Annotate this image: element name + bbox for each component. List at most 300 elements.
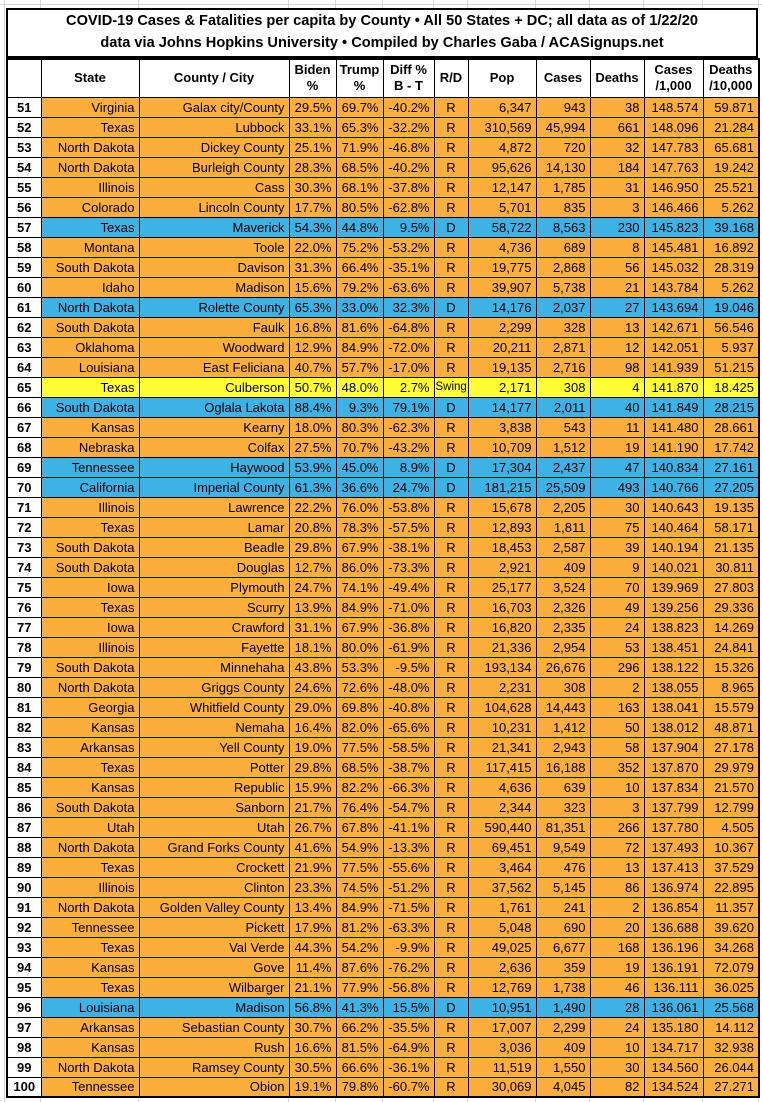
row-number-cell[interactable]: 84 — [7, 757, 41, 777]
cell-state[interactable]: Texas — [41, 217, 139, 237]
cell-pop[interactable]: 16,703 — [468, 597, 536, 617]
cell-trump_pct[interactable]: 33.0% — [336, 297, 383, 317]
cell-cases[interactable]: 4,045 — [536, 1077, 590, 1097]
cell-cases[interactable]: 45,994 — [536, 117, 590, 137]
cell-diff_pct[interactable]: -35.1% — [383, 257, 434, 277]
cell-trump_pct[interactable]: 81.6% — [336, 317, 383, 337]
cell-state[interactable]: South Dakota — [41, 317, 139, 337]
cell-deaths_per_10k[interactable]: 15.326 — [703, 657, 759, 677]
cell-state[interactable]: Utah — [41, 817, 139, 837]
cell-pop[interactable]: 10,709 — [468, 437, 536, 457]
cell-rd[interactable]: R — [434, 937, 468, 957]
cell-deaths[interactable]: 661 — [590, 117, 644, 137]
cell-diff_pct[interactable]: -54.7% — [383, 797, 434, 817]
cell-state[interactable]: Iowa — [41, 617, 139, 637]
cell-rd[interactable]: R — [434, 857, 468, 877]
cell-cases[interactable]: 14,130 — [536, 157, 590, 177]
cell-rd[interactable]: R — [434, 1077, 468, 1097]
cell-state[interactable]: South Dakota — [41, 657, 139, 677]
cell-cases[interactable]: 690 — [536, 917, 590, 937]
cell-deaths[interactable]: 4 — [590, 377, 644, 397]
cell-rd[interactable]: R — [434, 917, 468, 937]
cell-state[interactable]: Tennessee — [41, 1077, 139, 1097]
cell-cases[interactable]: 359 — [536, 957, 590, 977]
cell-deaths_per_10k[interactable]: 72.079 — [703, 957, 759, 977]
cell-cases_per_1k[interactable]: 146.950 — [644, 177, 703, 197]
cell-deaths[interactable]: 13 — [590, 857, 644, 877]
row-number-cell[interactable]: 93 — [7, 937, 41, 957]
cell-cases_per_1k[interactable]: 140.464 — [644, 517, 703, 537]
cell-biden_pct[interactable]: 17.9% — [289, 917, 336, 937]
cell-cases[interactable]: 543 — [536, 417, 590, 437]
cell-cases_per_1k[interactable]: 140.766 — [644, 477, 703, 497]
cell-deaths[interactable]: 50 — [590, 717, 644, 737]
cell-trump_pct[interactable]: 45.0% — [336, 457, 383, 477]
column-header-cases[interactable]: Cases — [536, 59, 590, 97]
cell-state[interactable]: Tennessee — [41, 457, 139, 477]
cell-biden_pct[interactable]: 13.9% — [289, 597, 336, 617]
cell-cases_per_1k[interactable]: 141.849 — [644, 397, 703, 417]
cell-trump_pct[interactable]: 80.0% — [336, 637, 383, 657]
cell-biden_pct[interactable]: 24.6% — [289, 677, 336, 697]
cell-trump_pct[interactable]: 48.0% — [336, 377, 383, 397]
cell-cases_per_1k[interactable]: 137.413 — [644, 857, 703, 877]
cell-deaths[interactable]: 493 — [590, 477, 644, 497]
cell-county[interactable]: Obion — [139, 1077, 289, 1097]
cell-cases[interactable]: 1,811 — [536, 517, 590, 537]
cell-deaths[interactable]: 3 — [590, 197, 644, 217]
cell-state[interactable]: Oklahoma — [41, 337, 139, 357]
cell-biden_pct[interactable]: 41.6% — [289, 837, 336, 857]
cell-trump_pct[interactable]: 67.8% — [336, 817, 383, 837]
cell-deaths[interactable]: 58 — [590, 737, 644, 757]
cell-biden_pct[interactable]: 22.0% — [289, 237, 336, 257]
cell-cases_per_1k[interactable]: 143.694 — [644, 297, 703, 317]
cell-deaths_per_10k[interactable]: 5.262 — [703, 197, 759, 217]
cell-state[interactable]: Texas — [41, 977, 139, 997]
cell-rd[interactable]: R — [434, 677, 468, 697]
cell-state[interactable]: North Dakota — [41, 677, 139, 697]
cell-pop[interactable]: 14,176 — [468, 297, 536, 317]
cell-county[interactable]: Pickett — [139, 917, 289, 937]
cell-state[interactable]: Tennessee — [41, 917, 139, 937]
cell-trump_pct[interactable]: 82.2% — [336, 777, 383, 797]
cell-biden_pct[interactable]: 12.9% — [289, 337, 336, 357]
row-number-cell[interactable]: 97 — [7, 1017, 41, 1037]
cell-cases[interactable]: 25,509 — [536, 477, 590, 497]
cell-deaths[interactable]: 184 — [590, 157, 644, 177]
cell-biden_pct[interactable]: 21.9% — [289, 857, 336, 877]
cell-cases_per_1k[interactable]: 141.480 — [644, 417, 703, 437]
cell-cases[interactable]: 308 — [536, 677, 590, 697]
cell-trump_pct[interactable]: 86.0% — [336, 557, 383, 577]
row-number-cell[interactable]: 57 — [7, 217, 41, 237]
cell-deaths_per_10k[interactable]: 21.284 — [703, 117, 759, 137]
cell-cases_per_1k[interactable]: 142.051 — [644, 337, 703, 357]
cell-biden_pct[interactable]: 33.1% — [289, 117, 336, 137]
cell-diff_pct[interactable]: 79.1% — [383, 397, 434, 417]
cell-cases[interactable]: 5,738 — [536, 277, 590, 297]
cell-pop[interactable]: 4,636 — [468, 777, 536, 797]
cell-rd[interactable]: R — [434, 97, 468, 117]
cell-state[interactable]: North Dakota — [41, 157, 139, 177]
column-header-deaths_per_10k[interactable]: Deaths /10,000 — [703, 59, 759, 97]
cell-trump_pct[interactable]: 76.4% — [336, 797, 383, 817]
cell-trump_pct[interactable]: 72.6% — [336, 677, 383, 697]
cell-county[interactable]: Imperial County — [139, 477, 289, 497]
cell-cases_per_1k[interactable]: 146.466 — [644, 197, 703, 217]
cell-trump_pct[interactable]: 77.5% — [336, 857, 383, 877]
cell-trump_pct[interactable]: 80.3% — [336, 417, 383, 437]
cell-biden_pct[interactable]: 19.0% — [289, 737, 336, 757]
cell-deaths[interactable]: 20 — [590, 917, 644, 937]
cell-county[interactable]: Clinton — [139, 877, 289, 897]
cell-rd[interactable]: R — [434, 197, 468, 217]
cell-pop[interactable]: 19,775 — [468, 257, 536, 277]
cell-county[interactable]: Rush — [139, 1037, 289, 1057]
cell-deaths[interactable]: 266 — [590, 817, 644, 837]
cell-cases_per_1k[interactable]: 134.717 — [644, 1037, 703, 1057]
row-number-cell[interactable]: 62 — [7, 317, 41, 337]
cell-rd[interactable]: R — [434, 437, 468, 457]
cell-state[interactable]: North Dakota — [41, 837, 139, 857]
cell-deaths[interactable]: 47 — [590, 457, 644, 477]
cell-state[interactable]: Illinois — [41, 637, 139, 657]
cell-pop[interactable]: 2,299 — [468, 317, 536, 337]
cell-state[interactable]: Texas — [41, 117, 139, 137]
cell-trump_pct[interactable]: 79.2% — [336, 277, 383, 297]
cell-biden_pct[interactable]: 16.4% — [289, 717, 336, 737]
cell-pop[interactable]: 2,636 — [468, 957, 536, 977]
cell-cases_per_1k[interactable]: 136.974 — [644, 877, 703, 897]
cell-pop[interactable]: 39,907 — [468, 277, 536, 297]
cell-deaths_per_10k[interactable]: 12.799 — [703, 797, 759, 817]
cell-deaths[interactable]: 24 — [590, 617, 644, 637]
cell-biden_pct[interactable]: 65.3% — [289, 297, 336, 317]
cell-biden_pct[interactable]: 24.7% — [289, 577, 336, 597]
cell-cases_per_1k[interactable]: 138.055 — [644, 677, 703, 697]
cell-deaths_per_10k[interactable]: 27.205 — [703, 477, 759, 497]
cell-deaths_per_10k[interactable]: 28.319 — [703, 257, 759, 277]
cell-biden_pct[interactable]: 18.1% — [289, 637, 336, 657]
row-number-cell[interactable]: 64 — [7, 357, 41, 377]
cell-biden_pct[interactable]: 43.8% — [289, 657, 336, 677]
cell-county[interactable]: Beadle — [139, 537, 289, 557]
cell-county[interactable]: Crockett — [139, 857, 289, 877]
cell-county[interactable]: Scurry — [139, 597, 289, 617]
cell-cases[interactable]: 2,716 — [536, 357, 590, 377]
cell-diff_pct[interactable]: -38.1% — [383, 537, 434, 557]
cell-cases_per_1k[interactable]: 138.823 — [644, 617, 703, 637]
cell-cases_per_1k[interactable]: 138.451 — [644, 637, 703, 657]
cell-deaths_per_10k[interactable]: 8.965 — [703, 677, 759, 697]
cell-state[interactable]: Colorado — [41, 197, 139, 217]
cell-diff_pct[interactable]: -58.5% — [383, 737, 434, 757]
cell-county[interactable]: Kearny — [139, 417, 289, 437]
row-number-cell[interactable]: 51 — [7, 97, 41, 117]
cell-county[interactable]: Utah — [139, 817, 289, 837]
cell-pop[interactable]: 2,344 — [468, 797, 536, 817]
cell-county[interactable]: Woodward — [139, 337, 289, 357]
cell-trump_pct[interactable]: 84.9% — [336, 337, 383, 357]
cell-diff_pct[interactable]: -73.3% — [383, 557, 434, 577]
cell-biden_pct[interactable]: 30.7% — [289, 1017, 336, 1037]
cell-diff_pct[interactable]: -64.8% — [383, 317, 434, 337]
cell-deaths_per_10k[interactable]: 21.135 — [703, 537, 759, 557]
cell-trump_pct[interactable]: 71.9% — [336, 137, 383, 157]
cell-cases_per_1k[interactable]: 147.783 — [644, 137, 703, 157]
cell-biden_pct[interactable]: 26.7% — [289, 817, 336, 837]
cell-county[interactable]: Yell County — [139, 737, 289, 757]
cell-county[interactable]: Maverick — [139, 217, 289, 237]
cell-state[interactable]: North Dakota — [41, 1057, 139, 1077]
cell-biden_pct[interactable]: 13.4% — [289, 897, 336, 917]
cell-deaths_per_10k[interactable]: 65.681 — [703, 137, 759, 157]
row-number-cell[interactable]: 70 — [7, 477, 41, 497]
column-header-rd[interactable]: R/D — [434, 59, 468, 97]
row-number-cell[interactable]: 53 — [7, 137, 41, 157]
cell-diff_pct[interactable]: 8.9% — [383, 457, 434, 477]
cell-deaths_per_10k[interactable]: 39.168 — [703, 217, 759, 237]
cell-cases[interactable]: 2,587 — [536, 537, 590, 557]
cell-trump_pct[interactable]: 70.7% — [336, 437, 383, 457]
cell-biden_pct[interactable]: 11.4% — [289, 957, 336, 977]
cell-biden_pct[interactable]: 21.7% — [289, 797, 336, 817]
cell-county[interactable]: Fayette — [139, 637, 289, 657]
cell-pop[interactable]: 12,893 — [468, 517, 536, 537]
cell-deaths_per_10k[interactable]: 30.811 — [703, 557, 759, 577]
cell-rd[interactable]: D — [434, 397, 468, 417]
cell-deaths[interactable]: 3 — [590, 797, 644, 817]
cell-trump_pct[interactable]: 79.8% — [336, 1077, 383, 1097]
cell-deaths_per_10k[interactable]: 11.357 — [703, 897, 759, 917]
cell-diff_pct[interactable]: -13.3% — [383, 837, 434, 857]
cell-deaths[interactable]: 31 — [590, 177, 644, 197]
cell-cases_per_1k[interactable]: 141.870 — [644, 377, 703, 397]
cell-trump_pct[interactable]: 36.6% — [336, 477, 383, 497]
cell-state[interactable]: Arkansas — [41, 1017, 139, 1037]
cell-county[interactable]: Golden Valley County — [139, 897, 289, 917]
cell-county[interactable]: Culberson — [139, 377, 289, 397]
cell-deaths_per_10k[interactable]: 26.044 — [703, 1057, 759, 1077]
cell-state[interactable]: Arkansas — [41, 737, 139, 757]
cell-trump_pct[interactable]: 54.9% — [336, 837, 383, 857]
cell-cases_per_1k[interactable]: 137.493 — [644, 837, 703, 857]
cell-deaths_per_10k[interactable]: 19.135 — [703, 497, 759, 517]
cell-trump_pct[interactable]: 77.5% — [336, 737, 383, 757]
cell-diff_pct[interactable]: -51.2% — [383, 877, 434, 897]
cell-state[interactable]: Illinois — [41, 177, 139, 197]
cell-pop[interactable]: 117,415 — [468, 757, 536, 777]
cell-biden_pct[interactable]: 54.3% — [289, 217, 336, 237]
cell-county[interactable]: Galax city/County — [139, 97, 289, 117]
column-header-diff_pct[interactable]: Diff % B - T — [383, 59, 434, 97]
cell-state[interactable]: Louisiana — [41, 997, 139, 1017]
row-number-cell[interactable]: 95 — [7, 977, 41, 997]
cell-rd[interactable]: R — [434, 1017, 468, 1037]
cell-deaths[interactable]: 11 — [590, 417, 644, 437]
cell-cases_per_1k[interactable]: 140.834 — [644, 457, 703, 477]
cell-rd[interactable]: R — [434, 317, 468, 337]
row-number-cell[interactable]: 75 — [7, 577, 41, 597]
cell-county[interactable]: Val Verde — [139, 937, 289, 957]
cell-deaths_per_10k[interactable]: 27.161 — [703, 457, 759, 477]
cell-rd[interactable]: D — [434, 297, 468, 317]
cell-rd[interactable]: R — [434, 177, 468, 197]
row-number-cell[interactable]: 81 — [7, 697, 41, 717]
cell-diff_pct[interactable]: -71.5% — [383, 897, 434, 917]
cell-deaths_per_10k[interactable]: 25.521 — [703, 177, 759, 197]
cell-rd[interactable]: R — [434, 717, 468, 737]
column-header-biden_pct[interactable]: Biden % — [289, 59, 336, 97]
cell-pop[interactable]: 10,231 — [468, 717, 536, 737]
cell-state[interactable]: Kansas — [41, 957, 139, 977]
cell-cases_per_1k[interactable]: 137.904 — [644, 737, 703, 757]
cell-deaths_per_10k[interactable]: 34.268 — [703, 937, 759, 957]
cell-diff_pct[interactable]: -17.0% — [383, 357, 434, 377]
cell-rd[interactable]: R — [434, 957, 468, 977]
cell-trump_pct[interactable]: 81.2% — [336, 917, 383, 937]
cell-rd[interactable]: R — [434, 697, 468, 717]
cell-pop[interactable]: 3,838 — [468, 417, 536, 437]
cell-county[interactable]: Minnehaha — [139, 657, 289, 677]
column-header-pop[interactable]: Pop — [468, 59, 536, 97]
cell-deaths_per_10k[interactable]: 4.505 — [703, 817, 759, 837]
cell-deaths[interactable]: 82 — [590, 1077, 644, 1097]
cell-cases_per_1k[interactable]: 134.524 — [644, 1077, 703, 1097]
cell-rd[interactable]: R — [434, 837, 468, 857]
row-number-cell[interactable]: 73 — [7, 537, 41, 557]
cell-deaths[interactable]: 75 — [590, 517, 644, 537]
cell-pop[interactable]: 21,341 — [468, 737, 536, 757]
row-number-cell[interactable]: 89 — [7, 857, 41, 877]
column-header-cases_per_1k[interactable]: Cases /1,000 — [644, 59, 703, 97]
row-number-cell[interactable]: 80 — [7, 677, 41, 697]
cell-pop[interactable]: 21,336 — [468, 637, 536, 657]
cell-cases_per_1k[interactable]: 136.111 — [644, 977, 703, 997]
cell-pop[interactable]: 17,007 — [468, 1017, 536, 1037]
cell-cases_per_1k[interactable]: 137.870 — [644, 757, 703, 777]
cell-deaths_per_10k[interactable]: 14.269 — [703, 617, 759, 637]
cell-diff_pct[interactable]: -36.1% — [383, 1057, 434, 1077]
cell-rd[interactable]: R — [434, 577, 468, 597]
cell-trump_pct[interactable]: 53.3% — [336, 657, 383, 677]
cell-deaths_per_10k[interactable]: 37.529 — [703, 857, 759, 877]
cell-cases[interactable]: 9,549 — [536, 837, 590, 857]
cell-pop[interactable]: 69,451 — [468, 837, 536, 857]
cell-trump_pct[interactable]: 74.5% — [336, 877, 383, 897]
cell-state[interactable]: North Dakota — [41, 897, 139, 917]
cell-deaths[interactable]: 296 — [590, 657, 644, 677]
cell-county[interactable]: Davison — [139, 257, 289, 277]
cell-rd[interactable]: R — [434, 757, 468, 777]
cell-cases_per_1k[interactable]: 137.780 — [644, 817, 703, 837]
cell-cases[interactable]: 5,145 — [536, 877, 590, 897]
cell-state[interactable]: Illinois — [41, 497, 139, 517]
cell-pop[interactable]: 37,562 — [468, 877, 536, 897]
cell-state[interactable]: Montana — [41, 237, 139, 257]
cell-diff_pct[interactable]: -53.2% — [383, 237, 434, 257]
cell-biden_pct[interactable]: 16.6% — [289, 1037, 336, 1057]
cell-deaths_per_10k[interactable]: 21.570 — [703, 777, 759, 797]
cell-diff_pct[interactable]: 2.7% — [383, 377, 434, 397]
row-number-cell[interactable]: 82 — [7, 717, 41, 737]
cell-pop[interactable]: 2,231 — [468, 677, 536, 697]
cell-deaths[interactable]: 21 — [590, 277, 644, 297]
cell-deaths_per_10k[interactable]: 36.025 — [703, 977, 759, 997]
cell-cases[interactable]: 2,954 — [536, 637, 590, 657]
cell-deaths[interactable]: 168 — [590, 937, 644, 957]
cell-rd[interactable]: R — [434, 117, 468, 137]
cell-deaths_per_10k[interactable]: 56.546 — [703, 317, 759, 337]
cell-trump_pct[interactable]: 65.3% — [336, 117, 383, 137]
cell-trump_pct[interactable]: 78.3% — [336, 517, 383, 537]
row-number-cell[interactable]: 76 — [7, 597, 41, 617]
cell-rd[interactable]: R — [434, 877, 468, 897]
cell-cases[interactable]: 2,011 — [536, 397, 590, 417]
cell-biden_pct[interactable]: 15.9% — [289, 777, 336, 797]
cell-county[interactable]: Cass — [139, 177, 289, 197]
column-header-trump_pct[interactable]: Trump % — [336, 59, 383, 97]
column-header-state[interactable]: State — [41, 59, 139, 97]
cell-diff_pct[interactable]: -62.3% — [383, 417, 434, 437]
cell-county[interactable]: Sebastian County — [139, 1017, 289, 1037]
cell-cases[interactable]: 1,512 — [536, 437, 590, 457]
cell-biden_pct[interactable]: 29.5% — [289, 97, 336, 117]
cell-rd[interactable]: R — [434, 257, 468, 277]
cell-trump_pct[interactable]: 57.7% — [336, 357, 383, 377]
cell-biden_pct[interactable]: 31.3% — [289, 257, 336, 277]
cell-deaths_per_10k[interactable]: 14.112 — [703, 1017, 759, 1037]
cell-rd[interactable]: R — [434, 657, 468, 677]
cell-deaths[interactable]: 27 — [590, 297, 644, 317]
cell-state[interactable]: Texas — [41, 757, 139, 777]
cell-state[interactable]: Iowa — [41, 577, 139, 597]
cell-cases[interactable]: 639 — [536, 777, 590, 797]
cell-deaths[interactable]: 32 — [590, 137, 644, 157]
row-number-cell[interactable]: 52 — [7, 117, 41, 137]
cell-rd[interactable]: R — [434, 777, 468, 797]
cell-deaths_per_10k[interactable]: 17.742 — [703, 437, 759, 457]
cell-state[interactable]: Kansas — [41, 1037, 139, 1057]
cell-county[interactable]: Grand Forks County — [139, 837, 289, 857]
column-header-county[interactable]: County / City — [139, 59, 289, 97]
cell-cases[interactable]: 26,676 — [536, 657, 590, 677]
cell-cases[interactable]: 2,335 — [536, 617, 590, 637]
cell-diff_pct[interactable]: -38.7% — [383, 757, 434, 777]
cell-rd[interactable]: R — [434, 637, 468, 657]
cell-trump_pct[interactable]: 66.2% — [336, 1017, 383, 1037]
row-number-cell[interactable]: 58 — [7, 237, 41, 257]
cell-rd[interactable]: R — [434, 977, 468, 997]
cell-state[interactable]: Texas — [41, 517, 139, 537]
cell-deaths_per_10k[interactable]: 32.938 — [703, 1037, 759, 1057]
cell-diff_pct[interactable]: -65.6% — [383, 717, 434, 737]
cell-pop[interactable]: 95,626 — [468, 157, 536, 177]
row-number-cell[interactable]: 61 — [7, 297, 41, 317]
cell-pop[interactable]: 16,820 — [468, 617, 536, 637]
cell-diff_pct[interactable]: -48.0% — [383, 677, 434, 697]
cell-county[interactable]: Toole — [139, 237, 289, 257]
cell-trump_pct[interactable]: 76.0% — [336, 497, 383, 517]
cell-biden_pct[interactable]: 30.5% — [289, 1057, 336, 1077]
cell-cases_per_1k[interactable]: 148.096 — [644, 117, 703, 137]
cell-pop[interactable]: 590,440 — [468, 817, 536, 837]
cell-cases[interactable]: 1,412 — [536, 717, 590, 737]
cell-deaths[interactable]: 86 — [590, 877, 644, 897]
cell-deaths[interactable]: 13 — [590, 317, 644, 337]
row-number-cell[interactable]: 77 — [7, 617, 41, 637]
